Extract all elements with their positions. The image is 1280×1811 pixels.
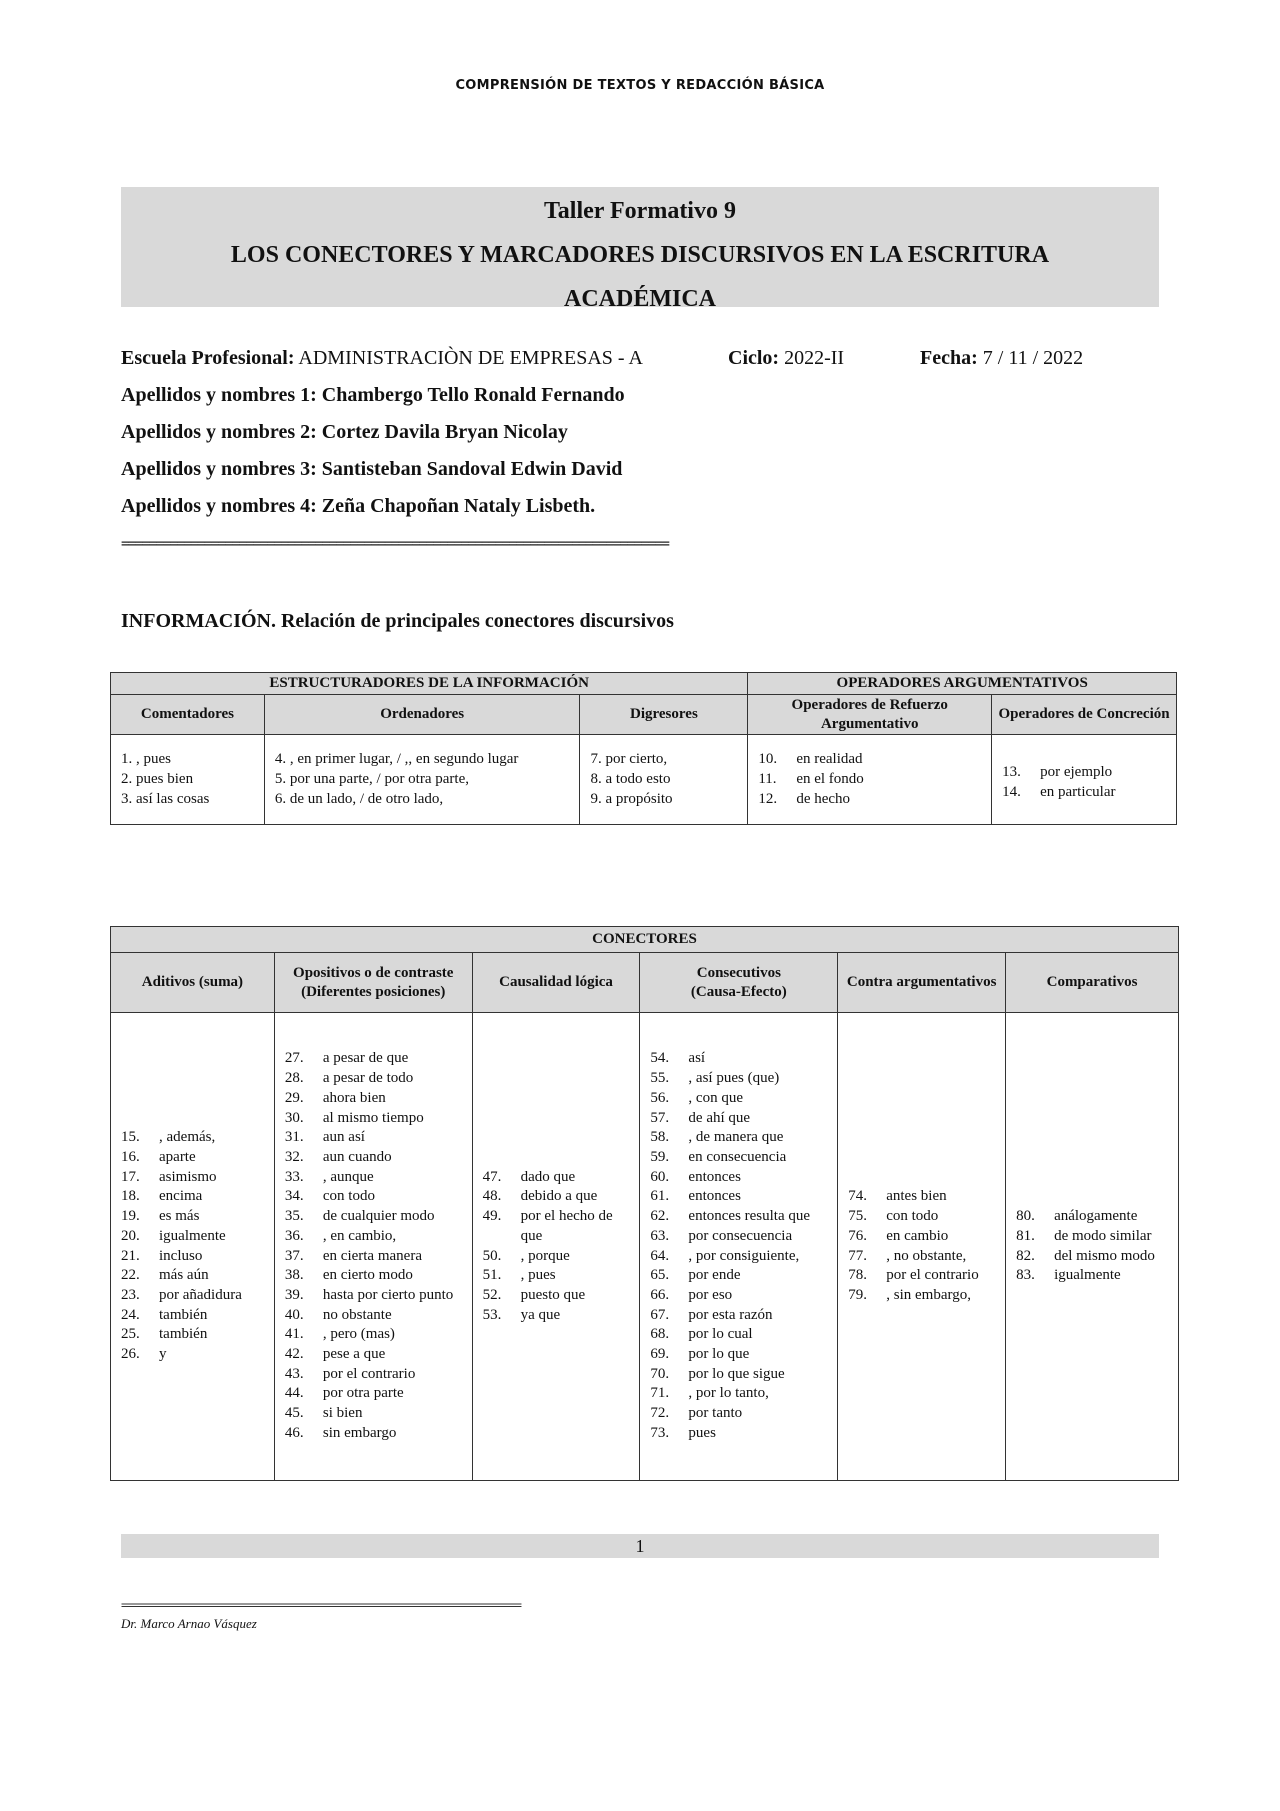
item-number: 14.: [1002, 783, 1021, 800]
item-text: a pesar de todo: [322, 1070, 414, 1087]
item-text: en cierta manera: [322, 1247, 422, 1264]
item-text: aparte: [159, 1148, 196, 1165]
item-text: , por consiguiente,: [688, 1247, 800, 1264]
list-item: [285, 1404, 464, 1424]
item-number: 32.: [284, 1148, 304, 1165]
item-number: 19.: [121, 1208, 140, 1225]
item-number: 31.: [284, 1129, 304, 1146]
item-number: 11.: [758, 771, 777, 787]
item-text: pese a que: [322, 1346, 386, 1363]
item-text: ahora bien: [322, 1089, 386, 1106]
item-number: 28.: [284, 1070, 304, 1087]
item-text: , no obstante,: [886, 1247, 967, 1264]
list-item: [650, 1404, 829, 1424]
item-text: igualmente: [159, 1227, 226, 1244]
item-text: en realidad: [796, 751, 863, 767]
item-text: en cambio: [886, 1227, 949, 1244]
item-number: 45.: [284, 1405, 304, 1422]
item-number: 52.: [482, 1286, 502, 1303]
col-causalidad: Causalidad lógica: [472, 953, 640, 1013]
item-number: 20.: [121, 1227, 140, 1244]
list-item: [121, 1306, 266, 1326]
item-number: 22.: [121, 1267, 140, 1284]
item-number: 12.: [758, 791, 778, 807]
list-item: [285, 1049, 464, 1069]
item-number: 13.: [1002, 763, 1021, 780]
list-item: [758, 749, 981, 769]
school-label: Escuela Profesional:: [121, 347, 295, 369]
list-item: [1002, 782, 1166, 802]
list-item: [650, 1306, 829, 1326]
item-number: 82.: [1016, 1247, 1035, 1264]
connectors-table: [110, 926, 1179, 1481]
opositivos-cell: [274, 1013, 472, 1481]
item-text: , sin embargo,: [886, 1286, 971, 1303]
ordenadores-cell: [264, 735, 580, 825]
list-item: [650, 1187, 829, 1207]
item-number: 29.: [284, 1089, 304, 1106]
item-text: por ende: [688, 1267, 741, 1284]
item-text: por lo que: [688, 1346, 750, 1363]
item-number: 60.: [650, 1168, 670, 1185]
list-item: [483, 1168, 632, 1188]
list-item: [285, 1424, 464, 1444]
item-number: 37.: [284, 1247, 304, 1264]
list-item: 7. por cierto,: [590, 751, 668, 767]
list-item: [758, 769, 981, 789]
list-item: [121, 1227, 266, 1247]
item-text: por ejemplo: [1040, 763, 1113, 780]
item-text: asimismo: [159, 1168, 217, 1185]
item-number: 83.: [1016, 1267, 1035, 1284]
group-operators: OPERADORES ARGUMENTATIVOS: [748, 673, 1177, 695]
item-number: 21.: [121, 1247, 140, 1264]
item-number: 38.: [284, 1267, 304, 1284]
concrecion-cell: [992, 735, 1177, 825]
col-ordenadores: Ordenadores: [264, 695, 580, 735]
structurers-table: [110, 672, 1177, 825]
list-item: [483, 1207, 632, 1246]
item-text: de modo similar: [1054, 1227, 1152, 1244]
list-item: [285, 1365, 464, 1385]
item-text: , de manera que: [688, 1129, 784, 1146]
list-item: [285, 1325, 464, 1345]
student-name-1: Apellidos y nombres 1: Chambergo Tello Ronald Fernando: [121, 384, 625, 406]
item-number: 55.: [650, 1070, 670, 1087]
list-item: [758, 789, 981, 809]
item-number: 75.: [848, 1208, 867, 1225]
list-item: [121, 1286, 266, 1306]
contra-cell: [838, 1013, 1006, 1481]
list-item: [1016, 1266, 1170, 1286]
section-heading: INFORMACIÓN. Relación de principales conectores discursivos: [121, 610, 674, 632]
item-number: 77.: [848, 1247, 867, 1264]
list-item: [285, 1168, 464, 1188]
item-text: con todo: [886, 1208, 939, 1225]
item-number: 51.: [482, 1267, 502, 1284]
col-comentadores: Comentadores: [111, 695, 265, 735]
item-number: 53.: [482, 1306, 502, 1323]
item-number: 44.: [284, 1385, 304, 1402]
list-item: [483, 1286, 632, 1306]
item-number: 33.: [284, 1168, 304, 1185]
item-number: 72.: [650, 1405, 670, 1422]
item-number: 78.: [848, 1267, 867, 1284]
item-number: 46.: [284, 1424, 304, 1441]
item-text: de cualquier modo: [322, 1208, 435, 1225]
item-number: 69.: [650, 1346, 670, 1363]
list-item: [285, 1345, 464, 1365]
item-number: 71.: [650, 1385, 670, 1402]
list-item: [848, 1286, 997, 1306]
list-item: [1016, 1247, 1170, 1267]
list-item: [650, 1109, 829, 1129]
item-text: también: [159, 1306, 208, 1323]
item-text: dado que: [520, 1168, 576, 1185]
list-item: [650, 1384, 829, 1404]
item-number: 42.: [284, 1346, 304, 1363]
item-text: en consecuencia: [688, 1148, 787, 1165]
item-number: 73.: [650, 1424, 670, 1441]
item-text: , pero (mas): [322, 1326, 395, 1343]
item-number: 48.: [482, 1188, 502, 1205]
item-text: del mismo modo: [1054, 1247, 1155, 1264]
item-text: incluso: [159, 1247, 203, 1264]
col-refuerzo: Operadores de Refuerzo Argumentativo: [748, 695, 992, 735]
list-item: [483, 1266, 632, 1286]
item-text: de ahí que: [688, 1109, 751, 1126]
page-number: 1: [121, 1534, 1159, 1558]
list-item: [650, 1049, 829, 1069]
col-contra: Contra argumentativos: [838, 953, 1006, 1013]
item-text: , porque: [520, 1247, 570, 1264]
item-number: 26.: [121, 1346, 140, 1363]
list-item: 8. a todo esto: [590, 771, 671, 787]
item-text: en particular: [1040, 783, 1116, 800]
item-text: , con que: [688, 1089, 743, 1106]
item-text: debido a que: [520, 1188, 598, 1205]
list-item: [650, 1089, 829, 1109]
item-text: igualmente: [1054, 1267, 1121, 1284]
list-item: [1016, 1207, 1170, 1227]
col-digresores: Digresores: [580, 695, 748, 735]
list-item: [285, 1227, 464, 1247]
item-text: de hecho: [796, 791, 851, 807]
separator-line: ===============================================================================: [121, 536, 669, 552]
list-item: [1016, 1227, 1170, 1247]
title-box: [121, 187, 1159, 312]
item-number: 70.: [650, 1365, 670, 1382]
footer-author: Dr. Marco Arnao Vásquez: [121, 1616, 257, 1631]
list-item: [121, 1128, 266, 1148]
student-name-3: Apellidos y nombres 3: Santisteban Sandoval Edwin David: [121, 458, 623, 480]
item-number: 58.: [650, 1129, 670, 1146]
comparativos-cell: [1006, 1013, 1179, 1481]
item-number: 47.: [482, 1168, 502, 1185]
causalidad-cell: [472, 1013, 640, 1481]
item-number: 81.: [1016, 1227, 1035, 1244]
list-item: [848, 1207, 997, 1227]
item-text: , así pues (que): [688, 1070, 780, 1087]
item-number: 57.: [650, 1109, 670, 1126]
list-item: [650, 1247, 829, 1267]
item-number: 15.: [121, 1129, 140, 1146]
item-text: por el contrario: [886, 1267, 979, 1284]
list-item: 9. a propósito: [590, 791, 673, 807]
col-concrecion: Operadores de Concreción: [992, 695, 1177, 735]
list-item: [285, 1128, 464, 1148]
item-text: ya que: [520, 1306, 561, 1323]
item-text: , por lo tanto,: [688, 1385, 769, 1402]
col-aditivos: Aditivos (suma): [111, 953, 275, 1013]
item-number: 56.: [650, 1089, 670, 1106]
item-text: por consecuencia: [688, 1227, 793, 1244]
list-item: [121, 1247, 266, 1267]
date-row: [920, 347, 1083, 370]
item-number: 10.: [758, 751, 778, 767]
item-text: aun cuando: [322, 1148, 392, 1165]
list-item: [650, 1227, 829, 1247]
col-opositivos: Opositivos o de contraste (Diferentes posiciones): [274, 953, 472, 1013]
item-number: 39.: [284, 1286, 304, 1303]
item-text: en el fondo: [796, 771, 864, 787]
item-number: 23.: [121, 1286, 140, 1303]
list-item: [285, 1148, 464, 1168]
col-consecutivos: Consecutivos (Causa-Efecto): [640, 953, 838, 1013]
item-number: 50.: [482, 1247, 502, 1264]
list-item: [121, 1168, 266, 1188]
item-number: 61.: [650, 1188, 670, 1205]
list-item: [285, 1207, 464, 1227]
list-item: [285, 1266, 464, 1286]
footer-separator: =======================================================================: [121, 1598, 521, 1612]
item-text: , pues: [520, 1267, 556, 1284]
item-number: 24.: [121, 1306, 140, 1323]
item-text: , aunque: [322, 1168, 374, 1185]
topic-title-line2: ACADÉMICA: [564, 286, 716, 312]
list-item: [483, 1306, 632, 1326]
list-item: [1002, 762, 1166, 782]
item-number: 30.: [284, 1109, 304, 1126]
item-text: aun así: [322, 1129, 365, 1146]
item-text: a pesar de que: [322, 1050, 409, 1067]
consecutivos-cell: [640, 1013, 838, 1481]
item-text: si bien: [322, 1405, 363, 1422]
list-item: [848, 1227, 997, 1247]
item-text: , en cambio,: [322, 1227, 397, 1244]
list-item: [650, 1069, 829, 1089]
item-text: es más: [159, 1208, 200, 1225]
item-number: 67.: [650, 1306, 670, 1323]
item-text: hasta por cierto punto: [322, 1286, 454, 1303]
item-number: 25.: [121, 1326, 140, 1343]
item-number: 68.: [650, 1326, 670, 1343]
workshop-title: Taller Formativo 9: [544, 198, 736, 224]
document-header: COMPRENSIÓN DE TEXTOS Y REDACCIÓN BÁSICA: [455, 78, 825, 93]
list-item: [650, 1424, 829, 1444]
item-text: por eso: [688, 1286, 733, 1303]
item-text: por añadidura: [159, 1286, 242, 1303]
item-text: entonces resulta que: [688, 1208, 811, 1225]
list-item: [121, 1266, 266, 1286]
item-text: con todo: [322, 1188, 375, 1205]
item-number: 34.: [284, 1188, 304, 1205]
list-item: 4. , en primer lugar, / ,, en segundo lugar: [274, 751, 519, 767]
item-number: 41.: [284, 1326, 304, 1343]
item-number: 16.: [121, 1148, 140, 1165]
item-number: 65.: [650, 1267, 670, 1284]
item-text: así: [688, 1050, 706, 1067]
col-comparativos: Comparativos: [1006, 953, 1179, 1013]
item-text: por otra parte: [322, 1385, 404, 1402]
list-item: [650, 1148, 829, 1168]
list-item: [285, 1247, 464, 1267]
digresores-cell: [580, 735, 748, 825]
item-number: 74.: [848, 1188, 867, 1205]
list-item: 3. así las cosas: [121, 791, 210, 807]
list-item: [650, 1168, 829, 1188]
item-text: no obstante: [322, 1306, 392, 1323]
list-item: [650, 1266, 829, 1286]
student-name-4: Apellidos y nombres 4: Zeña Chapoñan Nataly Lisbeth.: [121, 495, 596, 517]
list-item: [285, 1306, 464, 1326]
school-row: [121, 347, 643, 370]
cycle-label: Ciclo:: [728, 347, 780, 369]
item-text: sin embargo: [322, 1424, 397, 1441]
list-item: [483, 1187, 632, 1207]
list-item: [650, 1128, 829, 1148]
school-value: ADMINISTRACIÒN DE EMPRESAS - A: [298, 347, 643, 369]
item-number: 66.: [650, 1286, 670, 1303]
list-item: 5. por una parte, / por otra parte,: [274, 771, 469, 787]
item-number: 49.: [482, 1208, 502, 1225]
item-text: también: [159, 1326, 208, 1343]
list-item: [121, 1345, 266, 1365]
list-item: [285, 1089, 464, 1109]
list-item: [650, 1207, 829, 1227]
item-text: antes bien: [886, 1188, 947, 1205]
list-item: [285, 1187, 464, 1207]
item-text: entonces: [688, 1188, 741, 1205]
item-number: 18.: [121, 1188, 140, 1205]
list-item: [650, 1325, 829, 1345]
refuerzo-cell: [748, 735, 992, 825]
item-text: pues: [688, 1424, 716, 1441]
list-item: [121, 1187, 266, 1207]
item-text: en cierto modo: [322, 1267, 413, 1284]
item-number: 54.: [650, 1050, 670, 1067]
list-item: [285, 1384, 464, 1404]
item-number: 80.: [1016, 1208, 1035, 1225]
group-connectors: CONECTORES: [111, 927, 1179, 953]
list-item: [121, 1325, 266, 1345]
item-number: 64.: [650, 1247, 670, 1264]
item-text: por el contrario: [322, 1365, 416, 1382]
list-item: [285, 1069, 464, 1089]
item-text: por el hecho de que: [520, 1208, 613, 1244]
list-item: [848, 1266, 997, 1286]
item-text: por tanto: [688, 1405, 743, 1422]
aditivos-cell: [111, 1013, 275, 1481]
topic-title-line1: LOS CONECTORES Y MARCADORES DISCURSIVOS EN LA ESCRITURA: [230, 242, 1050, 268]
item-number: 59.: [650, 1148, 670, 1165]
list-item: [121, 1148, 266, 1168]
cycle-row: [728, 347, 844, 370]
item-number: 36.: [284, 1227, 304, 1244]
list-item: [285, 1286, 464, 1306]
list-item: [121, 1207, 266, 1227]
list-item: [848, 1187, 997, 1207]
item-text: por lo que sigue: [688, 1365, 785, 1382]
item-number: 35.: [284, 1208, 304, 1225]
list-item: 1. , pues: [121, 751, 171, 767]
item-number: 79.: [848, 1286, 867, 1303]
comentadores-cell: [111, 735, 265, 825]
item-text: más aún: [159, 1267, 209, 1284]
item-number: 76.: [848, 1227, 867, 1244]
list-item: [483, 1247, 632, 1267]
item-text: por esta razón: [688, 1306, 773, 1323]
item-text: entonces: [688, 1168, 741, 1185]
item-text: y: [159, 1346, 167, 1363]
item-text: puesto que: [520, 1286, 586, 1303]
item-text: al mismo tiempo: [322, 1109, 424, 1126]
item-number: 17.: [121, 1168, 140, 1185]
item-number: 63.: [650, 1227, 670, 1244]
date-value: 7 / 11 / 2022: [982, 347, 1084, 369]
list-item: [285, 1109, 464, 1129]
item-number: 62.: [650, 1208, 670, 1225]
student-name-2: Apellidos y nombres 2: Cortez Davila Bryan Nicolay: [121, 421, 568, 443]
list-item: 6. de un lado, / de otro lado,: [274, 791, 444, 807]
date-label: Fecha:: [920, 347, 978, 369]
item-number: 40.: [284, 1306, 304, 1323]
list-item: [650, 1286, 829, 1306]
cycle-value: 2022-II: [784, 347, 845, 369]
list-item: 2. pues bien: [121, 771, 194, 787]
item-number: 27.: [284, 1050, 304, 1067]
list-item: [848, 1247, 997, 1267]
list-item: [650, 1345, 829, 1365]
item-text: , además,: [159, 1129, 216, 1146]
item-text: análogamente: [1054, 1208, 1138, 1225]
group-structurers: ESTRUCTURADORES DE LA INFORMACIÓN: [111, 673, 748, 695]
item-text: por lo cual: [688, 1326, 753, 1343]
item-number: 43.: [284, 1365, 304, 1382]
list-item: [650, 1365, 829, 1385]
item-text: encima: [159, 1188, 203, 1205]
